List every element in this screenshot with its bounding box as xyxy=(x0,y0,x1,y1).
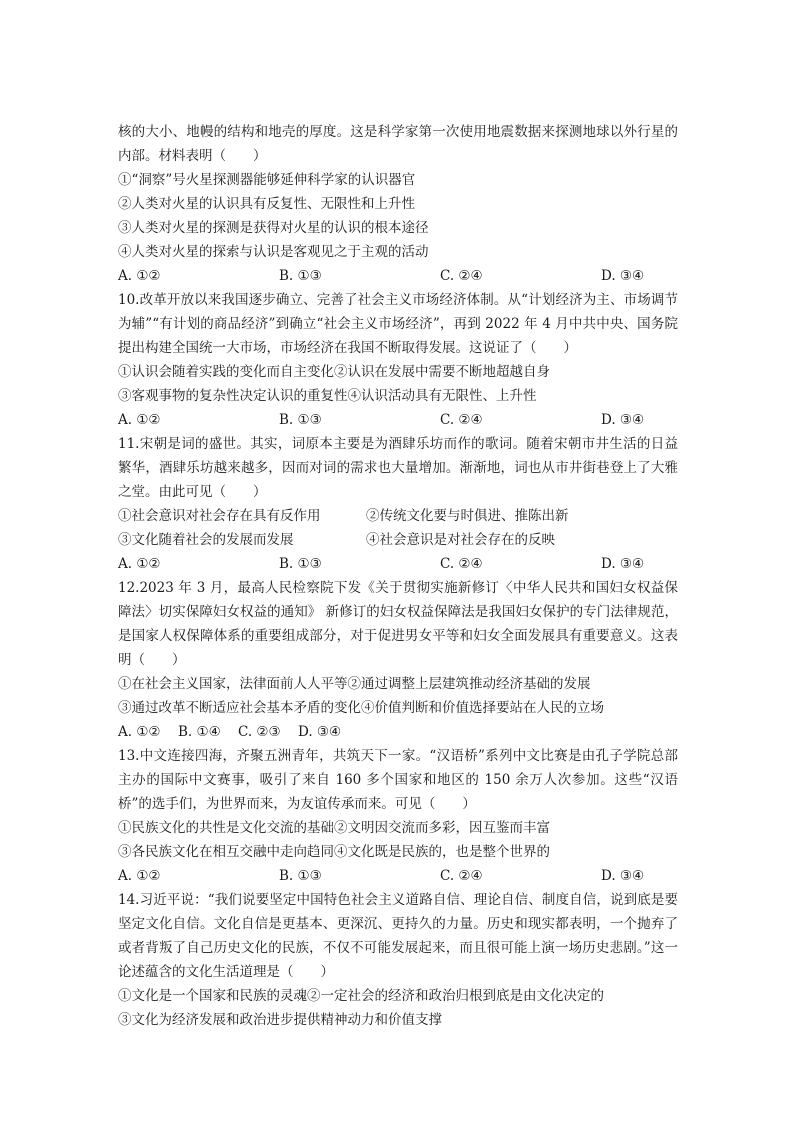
exam-page xyxy=(118,120,678,1032)
q11-option-b: B. ①③ xyxy=(279,556,322,572)
q9-statement-2: ②人类对火星的认识具有反复性、无限性和上升性 xyxy=(118,196,415,212)
q11-statement-1: ①社会意识对社会存在具有反作用 xyxy=(118,508,321,524)
q12-statements-1-2: ①在社会主义国家，法律面前人人平等②通过调整上层建筑推动经济基础的发展 xyxy=(118,676,591,692)
q10-option-d: D. ③④ xyxy=(601,412,645,428)
q10-option-a: A. ①② xyxy=(118,412,161,428)
q12-options xyxy=(118,720,678,744)
q11-option-c: C. ②④ xyxy=(440,556,483,572)
q12-option-c: C. ②③ xyxy=(238,724,281,740)
q10-option-b: B. ①③ xyxy=(279,412,322,428)
q11-statements-row-2 xyxy=(118,528,678,552)
q11-options xyxy=(118,552,678,576)
q11-statement-2: ②传统文化要与时俱进、推陈出新 xyxy=(366,508,569,524)
q11-statement-4: ④社会意识是对社会存在的反映 xyxy=(366,532,555,548)
q9-option-d: D. ③④ xyxy=(601,268,645,284)
q14-stem: 14.习近平说：“我们说要坚定中国特色社会主义道路自信、理论自信、制度自信，说到底是要坚定文化自信。文化自信是更基本、更深沉、更持久的力量。历史和现实都表明，一个抛弃了或者背叛了自己历史文化的民族，不仅不可能发展起来，而且很可能上演一场历史悲剧。”这一论述蕴含的文化生活道理是（ ） xyxy=(118,892,678,980)
q10-options xyxy=(118,408,678,432)
q13-option-d: D. ③④ xyxy=(601,868,645,884)
q10-statements-3-4: ③客观事物的复杂性决定认识的重复性④认识活动具有无限性、上升性 xyxy=(118,388,537,404)
q10-option-c: C. ②④ xyxy=(440,412,483,428)
q14-statement-3: ③文化为经济发展和政治进步提供精神动力和价值支撑 xyxy=(118,1012,442,1028)
q12-option-a: A. ①② xyxy=(118,724,161,740)
q13-option-a: A. ①② xyxy=(118,868,161,884)
q10-stem: 10.改革开放以来我国逐步确立、完善了社会主义市场经济体制。从“计划经济为主、市场调节为辅”“有计划的商品经济”到确立“社会主义市场经济”，再到 2022 年 4 月中共中央、国务院提出构建全国统一大市场，市场经济在我国不断取得发展。这说证了（ ） xyxy=(118,292,678,356)
q9-stem: 核的大小、地幔的结构和地壳的厚度。这是科学家第一次使用地震数据来探测地球以外行星的内部。材料表明（ ） xyxy=(118,124,678,164)
q9-statement-3: ③人类对火星的探测是获得对火星的认识的根本途径 xyxy=(118,220,429,236)
q9-options xyxy=(118,264,678,288)
q11-option-a: A. ①② xyxy=(118,556,161,572)
q13-stem: 13.中文连接四海，齐聚五洲青年，共筑天下一家。“汉语桥”系列中文比赛是由孔子学院总部主办的国际中文赛事，吸引了来自 160 多个国家和地区的 150 余万人次参加。这些“汉语桥”的选手们，为世界而来，为友谊传承而来。可见（ ） xyxy=(118,748,678,812)
q10-statements-1-2: ①认识会随着实践的变化而自主变化②认识在发展中需要不断地超越自身 xyxy=(118,364,550,380)
q9-statement-1: ①“洞察”号火星探测器能够延伸科学家的认识器官 xyxy=(118,172,416,188)
q13-options xyxy=(118,864,678,888)
q13-statements-3-4: ③各民族文化在相互交融中走向趋同④文化既是民族的，也是整个世界的 xyxy=(118,844,550,860)
q9-option-c: C. ②④ xyxy=(440,268,483,284)
q13-statements-1-2: ①民族文化的共性是文化交流的基础②文明因交流而多彩，因互鉴而丰富 xyxy=(118,820,550,836)
q12-stem: 12.2023 年 3 月，最高人民检察院下发《关于贯彻实施新修订〈中华人民共和国妇女权益保障法〉切实保障妇女权益的通知》 新修订的妇女权益保障法是我国妇女保护的专门法律规范，是国家人权保障体系的重要组成部分，对于促进男女平等和妇女全面发展具有重要意义。这表明（ ） xyxy=(118,580,678,668)
q12-statements-3-4: ③通过改革不断适应社会基本矛盾的变化④价值判断和价值选择要站在人民的立场 xyxy=(118,700,604,716)
q9-option-b: B. ①③ xyxy=(279,268,322,284)
q13-option-b: B. ①③ xyxy=(279,868,322,884)
q14-statements-1-2: ①文化是一个国家和民族的灵魂②一定社会的经济和政治归根到底是由文化决定的 xyxy=(118,988,604,1004)
q11-stem: 11.宋朝是词的盛世。其实，词原本主要是为酒肆乐坊而作的歌词。随着宋朝市井生活的日益繁华，酒肆乐坊越来越多，因而对词的需求也大量增加。渐渐地，词也从市井街巷登上了大雅之堂。由此可见（ ） xyxy=(118,436,678,500)
q11-option-d: D. ③④ xyxy=(601,556,645,572)
q12-option-d: D. ③④ xyxy=(298,724,342,740)
q13-option-c: C. ②④ xyxy=(440,868,483,884)
q12-option-b: B. ①④ xyxy=(178,724,221,740)
q9-statement-4: ④人类对火星的探索与认识是客观见之于主观的活动 xyxy=(118,244,429,260)
q11-statements-row-1 xyxy=(118,504,678,528)
q11-statement-3: ③文化随着社会的发展而发展 xyxy=(118,532,294,548)
q9-option-a: A. ①② xyxy=(118,268,161,284)
